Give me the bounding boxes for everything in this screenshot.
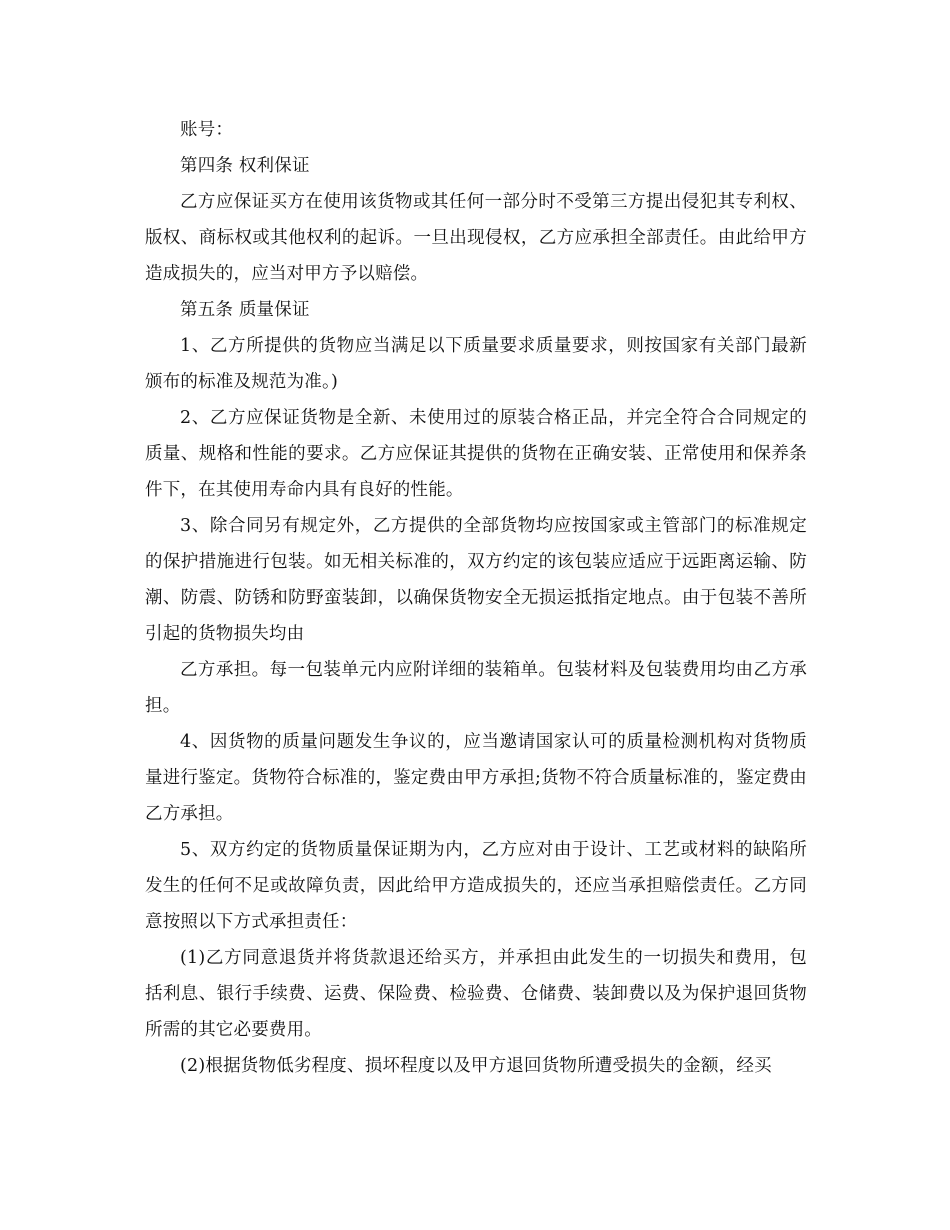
paragraph-quality-item-3: 3、除合同另有规定外，乙方提供的全部货物均应按国家或主管部门的标准规定的保护措施进行包装。如无相关标准的，双方约定的该包装应适应于远距离运输、防潮、防震、防锈和防野蛮装卸，以确保货物安全无损运抵指定地点。由于包装不善所引起的货物损失均由: [145, 516, 807, 644]
paragraph-quality-item-3-continued: 乙方承担。每一包装单元内应附详细的装箱单。包装材料及包装费用均由乙方承担。: [145, 660, 807, 716]
account-line: 账号：: [180, 120, 234, 140]
paragraph-quality-item-5: 5、双方约定的货物质量保证期为内，乙方应对由于设计、工艺或材料的缺陷所发生的任何不足或故障负责，因此给甲方造成损失的，还应当承担赔偿责任。乙方同意按照以下方式承担责任：: [145, 840, 807, 932]
section-heading-article-4: 第四条 权利保证: [180, 156, 310, 176]
document-body: [145, 112, 807, 1084]
paragraph-remedy-1: (1)乙方同意退货并将货款退还给买方，并承担由此发生的一切损失和费用，包括利息、银行手续费、运费、保险费、检验费、仓储费、装卸费以及为保护退回货物所需的其它必要费用。: [145, 948, 807, 1040]
paragraph-remedy-2: (2)根据货物低劣程度、损坏程度以及甲方退回货物所遭受损失的金额，经买: [180, 1056, 772, 1076]
paragraph-quality-item-4: 4、因货物的质量问题发生争议的，应当邀请国家认可的质量检测机构对货物质量进行鉴定。货物符合标准的，鉴定费由甲方承担;货物不符合质量标准的，鉴定费由乙方承担。: [145, 732, 807, 824]
paragraph-quality-item-2: 2、乙方应保证货物是全新、未使用过的原装合格正品，并完全符合合同规定的质量、规格和性能的要求。乙方应保证其提供的货物在正确安装、正常使用和保养条件下，在其使用寿命内具有良好的性能。: [145, 408, 807, 500]
paragraph-rights-guarantee: 乙方应保证买方在使用该货物或其任何一部分时不受第三方提出侵犯其专利权、版权、商标权或其他权利的起诉。一旦出现侵权，乙方应承担全部责任。由此给甲方造成损失的，应当对甲方予以赔偿。: [145, 192, 807, 284]
section-heading-article-5: 第五条 质量保证: [180, 300, 310, 320]
paragraph-quality-item-1: 1、乙方所提供的货物应当满足以下质量要求质量要求，则按国家有关部门最新颁布的标准及规范为准。): [145, 336, 807, 392]
